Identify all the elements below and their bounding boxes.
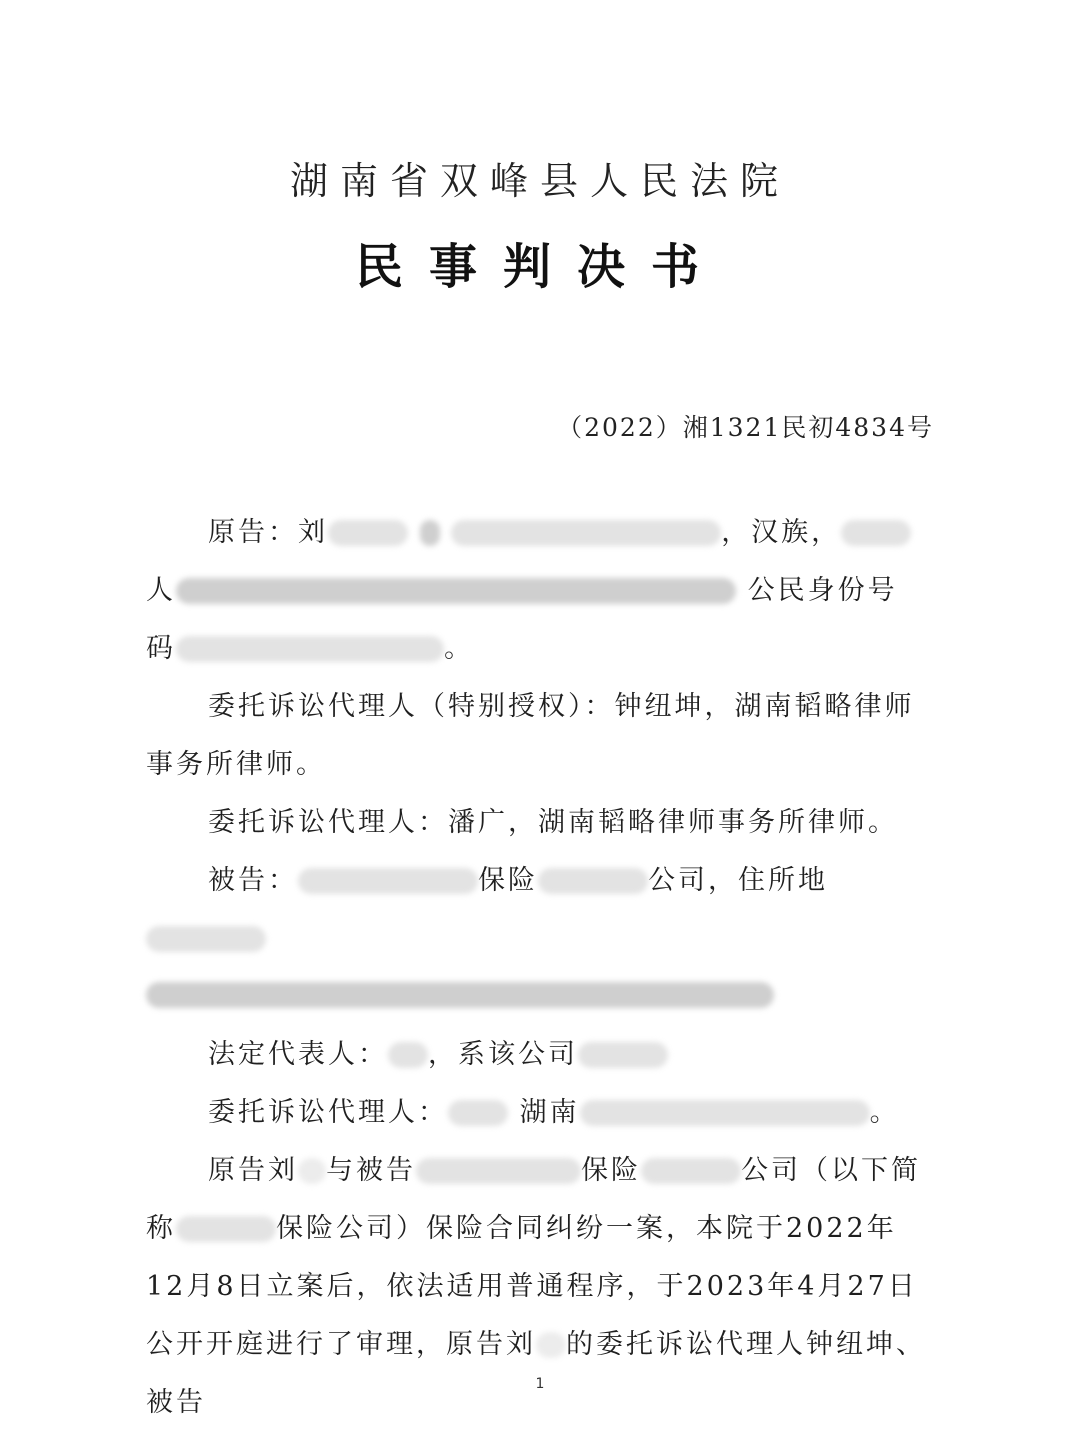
redaction-mark (420, 520, 440, 546)
plaintiff-ethnicity: ，汉族， (721, 517, 842, 548)
plaintiff-paragraph (146, 504, 936, 678)
plaintiff-residence-prefix: 人 (146, 575, 176, 606)
summary-part: 公司（以下简称 (146, 1155, 921, 1244)
court-name: 湖南省双峰县人民法院 (289, 159, 790, 203)
redaction-mark (641, 1158, 741, 1184)
redacted-address-line (146, 968, 936, 1026)
summary-part: 原告刘 (208, 1155, 298, 1186)
judgment-body (146, 504, 936, 1432)
redaction-mark (536, 1332, 566, 1358)
redaction-mark (538, 868, 648, 894)
document-type-title: 民事判决书 (354, 239, 725, 295)
summary-part: 的委托诉讼代理人钟纽坤、被告 (146, 1329, 926, 1418)
plaintiff-agent: 委托诉讼代理人：潘广，湖南韬略律师事务所律师。 (208, 807, 898, 838)
plaintiff-label: 原告：刘 (208, 517, 328, 548)
page-number: 1 (535, 1376, 545, 1392)
redaction-mark (448, 1100, 508, 1126)
redaction-mark (146, 982, 774, 1008)
plaintiff-id-label-end: 码 (146, 633, 176, 664)
redaction-mark (451, 520, 721, 546)
legal-rep-label: 法定代表人： (208, 1039, 388, 1070)
redaction-mark (176, 578, 736, 604)
summary-part: 保险 (581, 1155, 641, 1186)
redaction-mark (841, 520, 911, 546)
redaction-mark (580, 1100, 870, 1126)
summary-part: 保险公司）保险合同纠纷一案，本院于2022年12月8日立案后，依法适用普通程序，于2023年4月27日公开开庭进行了审理，原告刘 (146, 1213, 918, 1360)
legal-representative (146, 1026, 936, 1084)
case-number: （2022）湘1321民初4834号 (557, 413, 934, 442)
redaction-mark (578, 1042, 668, 1068)
defendant-agent-firm: 湖南 (519, 1097, 580, 1128)
defendant-agent (146, 1084, 936, 1142)
redaction-mark (328, 520, 408, 546)
plaintiff-agent-special: 委托诉讼代理人（特别授权）：钟纽坤，湖南韬略律师事务所律师。 (146, 691, 915, 780)
plaintiff-id-label: 公民身份号 (747, 575, 898, 606)
legal-rep-role: ，系该公司 (428, 1039, 578, 1070)
period: 。 (869, 1097, 900, 1128)
redaction-mark (298, 1158, 326, 1184)
redaction-mark (146, 926, 266, 952)
defendant-insurance: 保险 (478, 865, 538, 896)
redaction-mark (176, 636, 444, 662)
summary-part: 与被告 (326, 1155, 416, 1186)
redaction-mark (176, 1216, 276, 1242)
redaction-mark (416, 1158, 581, 1184)
redaction-mark (298, 868, 478, 894)
defendant-paragraph (146, 852, 936, 968)
defendant-agent-label: 委托诉讼代理人： (208, 1097, 448, 1128)
redaction-mark (388, 1042, 428, 1068)
defendant-label: 被告： (208, 865, 298, 896)
period: 。 (444, 633, 474, 664)
defendant-address-label: 公司，住所地 (648, 865, 828, 896)
